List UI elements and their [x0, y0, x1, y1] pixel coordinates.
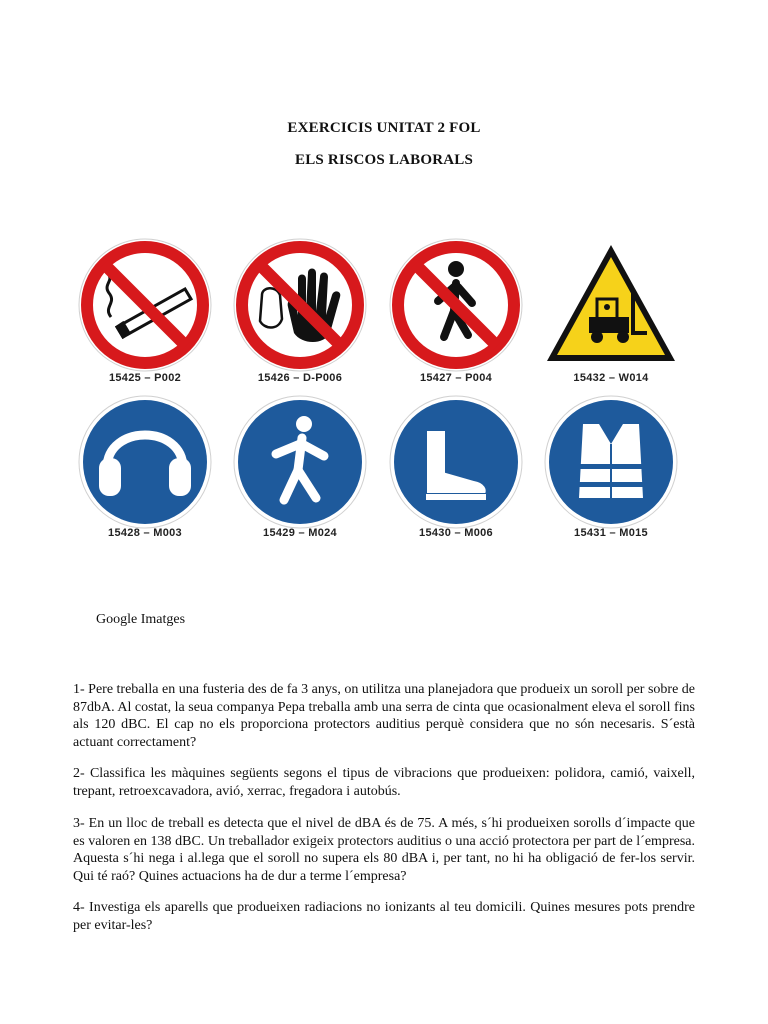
- forklift-warning-icon: [543, 237, 679, 373]
- sign-code: 15432 – W014: [573, 372, 649, 384]
- question-4: 4- Investiga els aparells que produeixen radiacions no ionizants al teu domicili. Quines mesures pots prendre per evitar-les?: [73, 900, 695, 933]
- pedestrian-route-icon: [232, 394, 368, 530]
- question-1: 1- Pere treballa en una fusteria des de fa 3 anys, on utilitza una planejadora que produeix un soroll per sobre de 87dbA. Al costat, la seua companya Pepa treballa amb una serra de cinta que ocasionalment eleva el soroll fins als 120 dBC. El cap no els proporciona protectors auditius perquè considera que no són necesaris. S´està actuant correctament?: [73, 682, 696, 750]
- hi-vis-vest-icon: [543, 394, 679, 530]
- image-caption: Google Imatges: [96, 612, 186, 627]
- safety-boots-icon: [388, 394, 524, 530]
- ear-protection-icon: [77, 394, 213, 530]
- sign-code: 15427 – P004: [419, 372, 493, 384]
- sign-code: 15428 – M003: [108, 527, 182, 539]
- sign-ear-protection: [77, 394, 213, 534]
- sign-safety-boots: [388, 394, 524, 534]
- sign-pedestrian-route: [232, 394, 368, 534]
- question-3: 3- En un lloc de treball es detecta que el nivel de dBA és de 75. A més, s´hi produeixen sorolls d´impacte que es valoren en 138 dBC. Un treballador exigeix protectors auditius o una acció protectora per part de l´empresa. Aquesta s´hi nega i al.lega que el soroll no supera els 80 dBA i, per tant, no hi ha obligació de fer-los servir. Qui té raó? Quines actuacions ha de dur a terme l´empresa?: [73, 816, 695, 884]
- sign-no-access: [232, 237, 368, 377]
- sign-code: 15425 – P002: [108, 372, 182, 384]
- sign-code: 15429 – M024: [263, 527, 337, 539]
- sign-code: 15430 – M006: [419, 527, 493, 539]
- sign-code: 15431 – M015: [574, 527, 648, 539]
- sign-code: 15426 – D-P006: [257, 372, 343, 384]
- document-title: EXERCICIS UNITAT 2 FOL: [287, 120, 481, 136]
- sign-no-smoking: [77, 237, 213, 377]
- no-pedestrians-icon: [388, 237, 524, 373]
- no-smoking-icon: [77, 237, 213, 373]
- document-subtitle: ELS RISCOS LABORALS: [294, 152, 474, 168]
- no-access-unauthorized-icon: [232, 237, 368, 373]
- question-2: 2- Classifica les màquines següents segons el tipus de vibracions que produeixen: polidora, camió, vaixell, trepant, retroexcavadora, avió, xerrac, fregadora i autobús.: [73, 766, 695, 799]
- sign-hi-vis-vest: [543, 394, 679, 534]
- sign-no-pedestrians: [388, 237, 524, 377]
- sign-forklift-warning: [543, 237, 679, 377]
